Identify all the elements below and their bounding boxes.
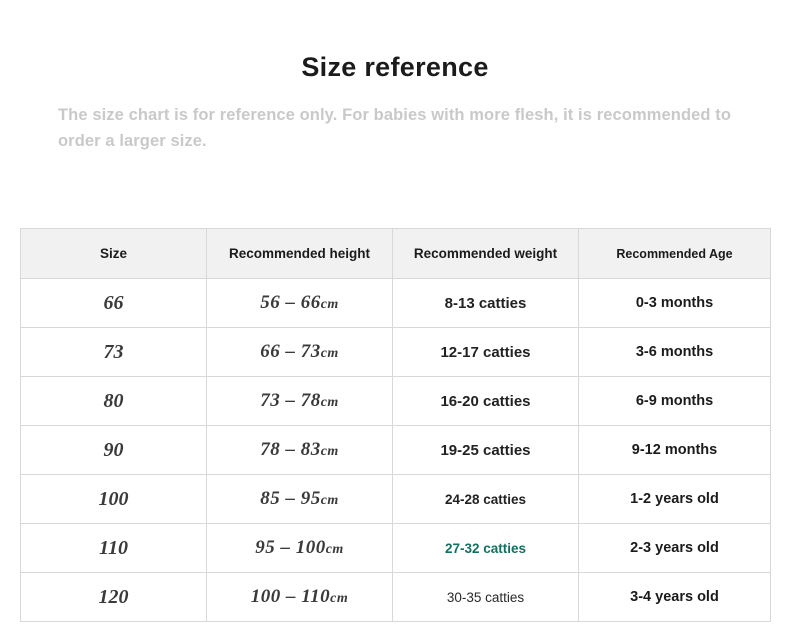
cell-weight: 24-28 catties <box>393 475 579 524</box>
cell-height-unit: cm <box>320 493 339 508</box>
cell-age: 0-3 months <box>579 279 771 328</box>
cell-height <box>207 377 393 426</box>
cell-size: 80 <box>21 377 207 426</box>
size-chart-table <box>20 228 771 622</box>
cell-height-unit: cm <box>320 395 339 410</box>
cell-height <box>207 524 393 573</box>
cell-age: 9-12 months <box>579 426 771 475</box>
cell-age: 1-2 years old <box>579 475 771 524</box>
table-row <box>21 279 771 328</box>
cell-height-value: 73 – 78 <box>260 390 321 411</box>
size-reference-page <box>0 52 790 624</box>
cell-height <box>207 475 393 524</box>
column-header-size: Size <box>21 229 207 279</box>
cell-height <box>207 328 393 377</box>
page-subtitle: The size chart is for reference only. For babies with more flesh, it is recommended to order a larger size. <box>58 106 732 150</box>
cell-height-unit: cm <box>320 297 339 312</box>
column-header-age: Recommended Age <box>579 229 771 279</box>
cell-weight: 16-20 catties <box>393 377 579 426</box>
table-row <box>21 328 771 377</box>
cell-height <box>207 426 393 475</box>
table-header-row <box>21 229 771 279</box>
cell-height-unit: cm <box>325 542 344 557</box>
cell-size: 66 <box>21 279 207 328</box>
cell-height-value: 85 – 95 <box>260 488 321 509</box>
cell-size: 110 <box>21 524 207 573</box>
cell-height-unit: cm <box>320 444 339 459</box>
cell-height <box>207 573 393 622</box>
column-header-height: Recommended height <box>207 229 393 279</box>
cell-height <box>207 279 393 328</box>
cell-size: 120 <box>21 573 207 622</box>
cell-weight: 27-32 catties <box>393 524 579 573</box>
cell-height-value: 66 – 73 <box>260 341 321 362</box>
cell-height-unit: cm <box>330 591 349 606</box>
cell-size: 90 <box>21 426 207 475</box>
cell-size: 73 <box>21 328 207 377</box>
cell-weight: 30-35 catties <box>393 573 579 622</box>
table-row <box>21 573 771 622</box>
cell-weight: 12-17 catties <box>393 328 579 377</box>
table-row <box>21 475 771 524</box>
cell-size: 100 <box>21 475 207 524</box>
cell-height-value: 78 – 83 <box>260 439 321 460</box>
cell-height-value: 95 – 100 <box>255 537 326 558</box>
cell-age: 3-4 years old <box>579 573 771 622</box>
table-row <box>21 377 771 426</box>
table-row <box>21 426 771 475</box>
cell-height-value: 56 – 66 <box>260 292 321 313</box>
cell-age: 6-9 months <box>579 377 771 426</box>
cell-weight: 8-13 catties <box>393 279 579 328</box>
cell-height-value: 100 – 110 <box>250 586 331 607</box>
page-title: Size reference <box>301 52 489 82</box>
table-row <box>21 524 771 573</box>
column-header-weight: Recommended weight <box>393 229 579 279</box>
cell-age: 3-6 months <box>579 328 771 377</box>
cell-age: 2-3 years old <box>579 524 771 573</box>
cell-height-unit: cm <box>320 346 339 361</box>
cell-weight: 19-25 catties <box>393 426 579 475</box>
